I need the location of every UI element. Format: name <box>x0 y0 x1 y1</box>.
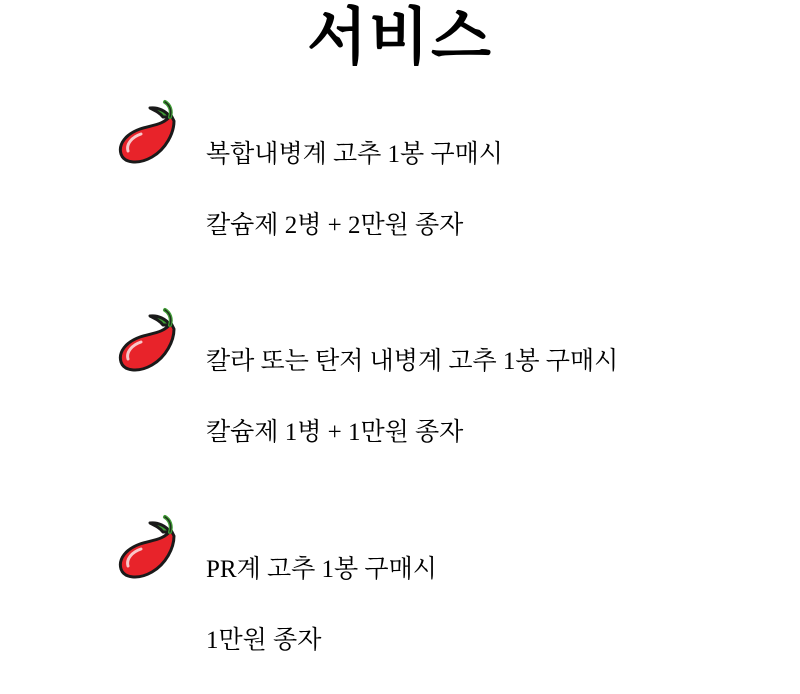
page-title: 서비스 <box>307 4 493 72</box>
chili-pepper-icon <box>108 514 192 586</box>
list-item-text <box>206 97 503 279</box>
list-item-line-2: 칼슘제 2병 + 2만원 종자 <box>206 211 464 239</box>
chili-pepper-icon <box>108 307 192 379</box>
list-item <box>108 305 800 487</box>
service-list <box>0 97 800 694</box>
list-item <box>108 512 800 694</box>
list-item-line-1: 복합내병계 고추 1봉 구매시 <box>206 140 503 168</box>
list-item-text <box>206 305 618 487</box>
list-item <box>108 97 800 279</box>
list-item-line-2: 칼슘제 1병 + 1만원 종자 <box>206 419 464 447</box>
poster-page <box>0 4 800 654</box>
chili-pepper-icon <box>108 99 192 171</box>
list-item-text <box>206 512 437 694</box>
list-item-line-1: 칼라 또는 탄저 내병계 고추 1봉 구매시 <box>206 348 619 376</box>
list-item-line-1: PR계 고추 1봉 구매시 <box>206 555 437 583</box>
list-item-line-2: 1만원 종자 <box>206 626 322 654</box>
